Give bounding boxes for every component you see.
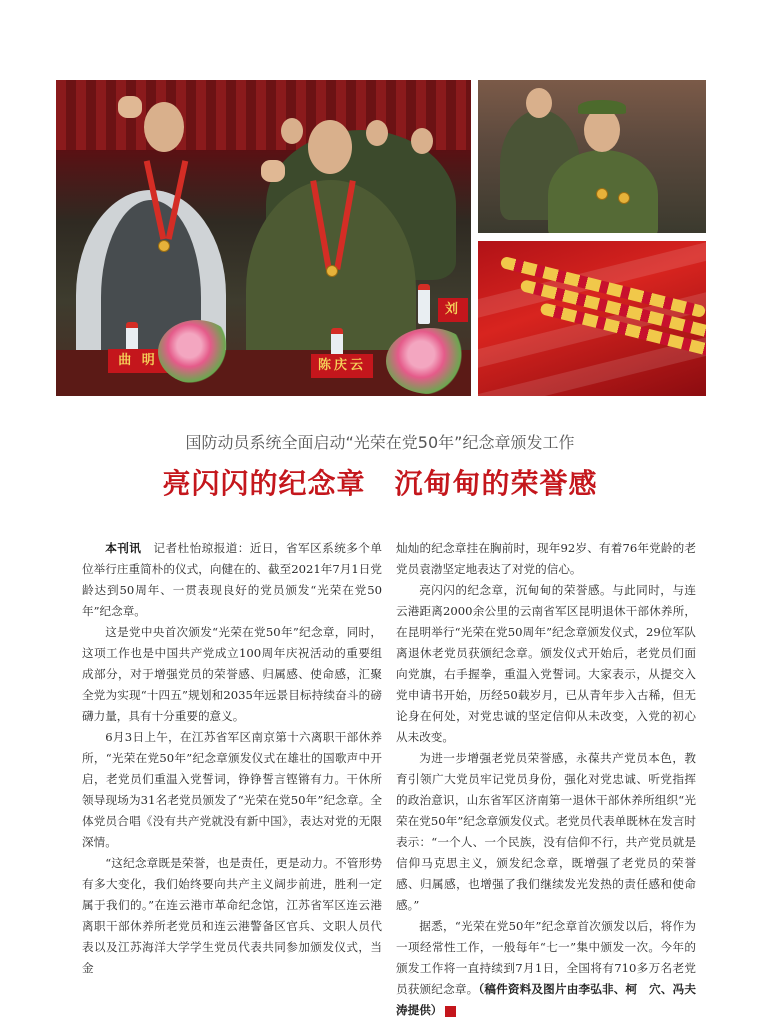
article-column-right: [396, 538, 696, 1021]
paragraph: [396, 916, 696, 1021]
raised-fist: [118, 96, 142, 118]
flower-bouquet-icon: [386, 328, 471, 394]
article-column-left: [82, 538, 382, 979]
person-head: [366, 120, 388, 146]
medals-photo: [478, 241, 706, 396]
ceremony-photo: [56, 80, 471, 396]
article-headline: 亮闪闪的纪念章 沉甸甸的荣誉感: [162, 467, 598, 500]
paragraph: [82, 538, 382, 622]
paragraph-text: 记者杜怡琼报道：近日，省军区系统多个单位举行庄重简朴的仪式，向健在的、截至2021年7月1日党龄达到50周年、一贯表现良好的党员颁发“光荣在党50年”纪念章。: [82, 541, 382, 618]
person-head: [411, 128, 433, 154]
paragraph: 这是党中央首次颁发“光荣在党50年”纪念章，同时，这项工作也是中国共产党成立100周年庆祝活动的重要组成部分，对于增强党员的荣誉感、归属感、使命感，汇聚全党为实现“十四五”规划和2035年远景目标持续奋斗的磅礴力量，具有十分重要的意义。: [82, 625, 382, 723]
raised-fist: [261, 160, 285, 182]
medal-icon: [618, 192, 630, 204]
medal-icon: [326, 265, 338, 277]
elder-head: [144, 102, 184, 152]
paragraph: 为进一步增强老党员荣誉感，永葆共产党员本色，教育引领广大党员牢记党员身份，强化对党忠诚、听党指挥的政治意识，山东省军区济南第一退休干部休养所组织“光荣在党50年”纪念章颁发仪式。老党员代表单既林在发言时表示：“一个人、一个民族，没有信仰不行，共产党员就是信仰马克思主义，颁发纪念章，既增强了老党员的荣誉感、归属感，也增强了我们继续发光发热的责任感和使命感。”: [396, 751, 696, 912]
paragraph: 亮闪闪的纪念章，沉甸甸的荣誉感。与此同时，与连云港距离2000余公里的云南省军区昆明退休干部休养所，在昆明举行“光荣在党50周年”纪念章颁发仪式，29位军队离退休老党员获颁纪念章。颁发仪式开始后，老党员们面向党旗，右手握拳，重温入党誓词。大家表示，从提交入党申请书开始，历经50载岁月，已从青年步入古稀，但无论身在何处，对党忠诚的坚定信仰从未改变，入党的初心从未改变。: [396, 583, 696, 744]
article-subtitle: 国防动员系统全面启动“光荣在党50年”纪念章颁发工作: [185, 433, 575, 452]
veteran-head: [308, 120, 352, 174]
medal-icon: [596, 188, 608, 200]
paragraph: 灿灿的纪念章挂在胸前时，现年92岁、有着76年党龄的老党员袁渤坚定地表达了对党的信心。: [396, 541, 696, 576]
veteran-head: [584, 108, 620, 152]
water-bottle-icon: [418, 284, 430, 324]
nameplate-left: 曲 明: [108, 349, 168, 373]
veterans-photo: [478, 80, 706, 233]
photo-credit: （稿件资料及图片由李弘非、柯 穴、冯夫涛提供）: [396, 982, 696, 1017]
paragraph: “这纪念章既是荣誉，也是责任，更是动力。不管形势有多大变化，我们始终要向共产主义阔步前进，胜利一定属于我们的。”在连云港市革命纪念馆，江苏省军区连云港离职干部休养所老党员和连云港警备区官兵、文职人员代表以及江苏海洋大学学生党员代表共同参加颁发仪式，当金: [82, 856, 382, 975]
veteran-head: [526, 88, 552, 118]
military-cap-icon: [578, 100, 626, 114]
paragraph-text: 据悉，“光荣在党50年”纪念章首次颁发以后，将作为一项经常性工作，一般每年“七一”集中颁发一次。今年的颁发工作将一直持续到7月1日，全国将有710多万名老党员获颁纪念章。: [396, 919, 696, 996]
medal-icon: [158, 240, 170, 252]
end-mark-icon: G: [445, 1006, 456, 1017]
flower-bouquet-icon: [158, 320, 236, 384]
nameplate-right: 刘: [438, 298, 468, 322]
person-head: [281, 118, 303, 144]
nameplate-center: 陈庆云: [311, 354, 373, 378]
byline: 本刊讯: [105, 541, 142, 555]
paragraph: 6月3日上午，在江苏省军区南京第十六离职干部休养所，“光荣在党50年”纪念章颁发仪式在雄壮的国歌声中开启，老党员们重温入党誓词，铮铮誓言铿锵有力。干休所领导现场为31名老党员颁发了“光荣在党50年”纪念章。全体党员合唱《没有共产党就没有新中国》，表达对党的无限深情。: [82, 730, 382, 849]
